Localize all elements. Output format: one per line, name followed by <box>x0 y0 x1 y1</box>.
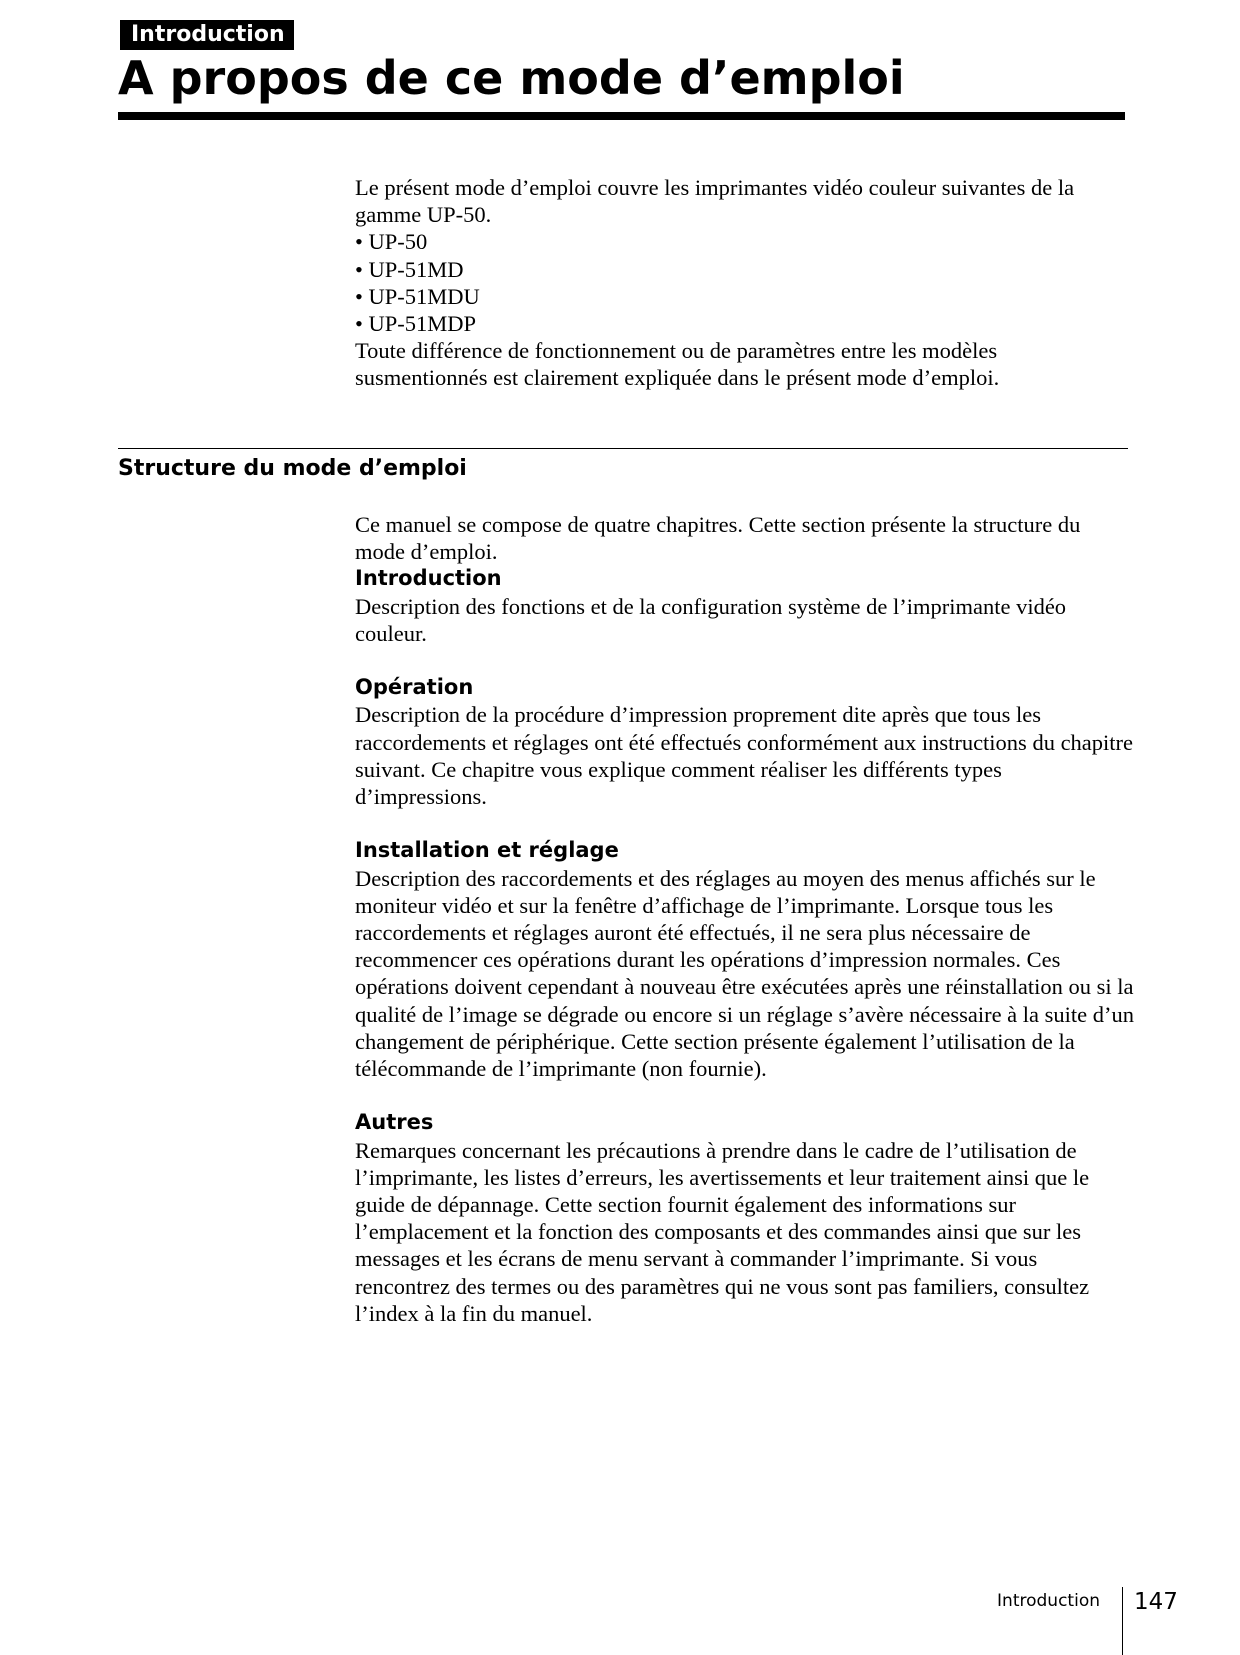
intro-note: Toute différence de fonctionnement ou de paramètres entre les modèles susmentionnés est clairement expliquée dans le présent mode d’emploi. <box>355 338 1000 391</box>
chapter-description: Remarques concernant les précautions à prendre dans le cadre de l’utilisation de l’imprimante, les listes d’erreurs, les avertissements et leur traitement ainsi que le guide de dépannage. Cette section fournit également des informations sur l’emplacement et la fonction des composants et des commandes ainsi que sur les messages et les écrans de menu servant à commander l’imprimante. Si vous rencontrez des termes ou des paramètres qui ne vous sont pas familiers, consultez l’index à la fin du manuel. <box>355 1137 1090 1326</box>
model-list-item: • UP-51MDU <box>355 283 1135 310</box>
model-list <box>355 228 1135 337</box>
chapter-title: Autres <box>355 1110 434 1135</box>
section-divider <box>118 448 1128 449</box>
footer-divider <box>1122 1587 1123 1655</box>
chapter-installation <box>355 837 1135 1082</box>
model-list-item: • UP-51MDP <box>355 310 1135 337</box>
chapter-title: Installation et réglage <box>355 838 619 863</box>
model-list-item: • UP-50 <box>355 228 1135 255</box>
page-title: A propos de ce mode d’emploi <box>118 51 905 105</box>
section-tab: Introduction <box>120 20 294 50</box>
title-underline <box>118 112 1125 120</box>
model-list-item: • UP-51MD <box>355 256 1135 283</box>
chapter-description: Description de la procédure d’impression proprement dite après que tous les raccordements et réglages ont été effectués conformément aux instructions du chapitre suivant. Ce chapitre vous explique comment réaliser les différents types d’impressions. <box>355 702 1134 810</box>
chapter-operation <box>355 674 1135 810</box>
chapter-introduction <box>355 565 1135 647</box>
intro-section <box>355 174 1135 392</box>
structure-section <box>355 511 1135 1327</box>
chapter-others <box>355 1109 1135 1327</box>
chapter-title: Introduction <box>355 566 502 591</box>
chapter-title: Opération <box>355 675 474 700</box>
structure-lead: Ce manuel se compose de quatre chapitres. Cette section présente la structure du mode d’emploi. <box>355 512 1081 565</box>
chapter-description: Description des raccordements et des réglages au moyen des menus affichés sur le moniteur vidéo et sur la fenêtre d’affichage de l’imprimante. Lorsque tous les raccordements et réglages auront été effectués, il ne sera plus nécessaire de recommencer ces opérations durant les opérations d’impression normales. Ces opérations doivent cependant à nouveau être exécutées après une réinstallation ou si la qualité de l’image se dégrade ou encore si un réglage s’avère nécessaire à la suite d’un changement de périphérique. Cette section présente également l’utilisation de la télécommande de l’imprimante (non fournie). <box>355 865 1135 1082</box>
intro-paragraph: Le présent mode d’emploi couvre les imprimantes vidéo couleur suivantes de la gamme UP-50. <box>355 175 1075 228</box>
section-heading: Structure du mode d’emploi <box>118 456 467 481</box>
chapter-description: Description des fonctions et de la configuration système de l’imprimante vidéo couleur. <box>355 593 1067 646</box>
page-number: 147 <box>1134 1589 1178 1615</box>
footer-section-label: Introduction <box>997 1591 1100 1611</box>
